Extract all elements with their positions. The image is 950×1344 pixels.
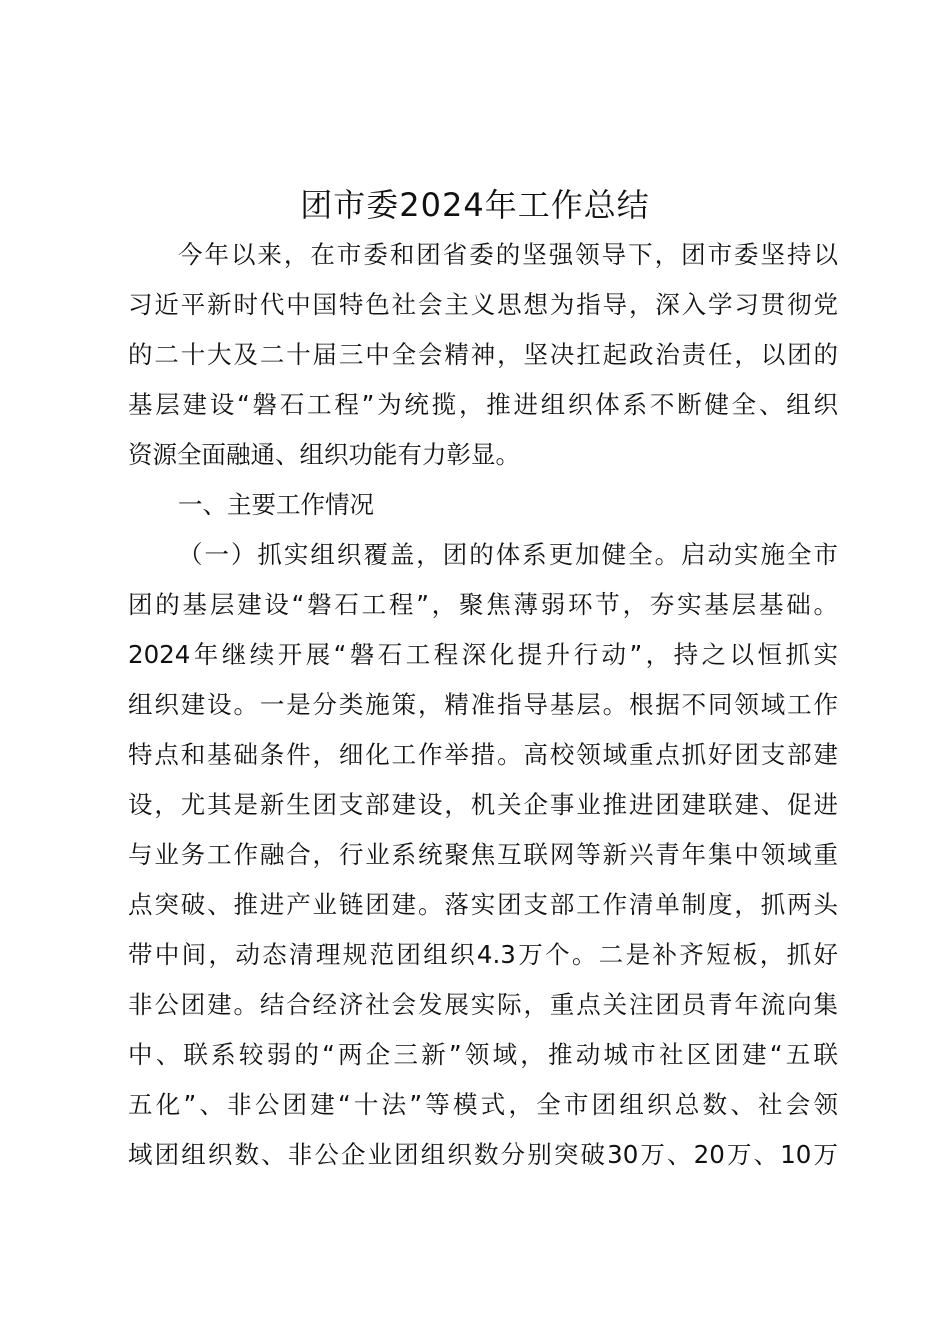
paragraph-line-14: 点突破、推进产业链团建。落实团支部工作清单制度，抓两头 [128,890,838,919]
paragraph-line-19: 域团组织数、非公企业团组织数分别突破30万、20万、10万 [128,1140,838,1169]
paragraph-line-16: 非公团建。结合经济社会发展实际，重点关注团员青年流向集 [128,990,838,1019]
paragraph-line-5: 资源全面融通、组织功能有力彰显。 [128,440,520,469]
paragraph-line-2: 习近平新时代中国特色社会主义思想为指导，深入学习贯彻党 [128,290,838,319]
paragraph-line-4: 基层建设“磐石工程”为统揽，推进组织体系不断健全、组织 [128,390,838,419]
paragraph-line-12: 设，尤其是新生团支部建设，机关企事业推进团建联建、促进 [128,790,838,819]
paragraph-line-17: 中、联系较弱的“两企三新”领域，推动城市社区团建“五联 [128,1040,838,1069]
document-body [128,230,838,1180]
paragraph-line-11: 特点和基础条件，细化工作举措。高校领域重点抓好团支部建 [128,740,838,769]
paragraph-line-13: 与业务工作融合，行业系统聚焦互联网等新兴青年集中领域重 [128,840,838,869]
section-heading: 一、主要工作情况 [178,490,374,519]
paragraph-line-15: 带中间，动态清理规范团组织4.3万个。二是补齐短板，抓好 [128,940,838,969]
paragraph-line-10: 组织建设。一是分类施策，精准指导基层。根据不同领域工作 [128,690,838,719]
paragraph-line-18: 五化”、非公团建“十法”等模式，全市团组织总数、社会领 [128,1090,838,1119]
paragraph-line-1: 今年以来，在市委和团省委的坚强领导下，团市委坚持以 [178,240,838,269]
paragraph-line-7: （一）抓实组织覆盖，团的体系更加健全。启动实施全市 [178,540,838,569]
paragraph-line-3: 的二十大及二十届三中全会精神，坚决扛起政治责任，以团的 [128,340,838,369]
paragraph-line-8: 团的基层建设“磐石工程”，聚焦薄弱环节，夯实基层基础。 [128,590,838,619]
document-title: 团市委2024年工作总结 [300,186,650,224]
paragraph-line-9: 2024年继续开展“磐石工程深化提升行动”，持之以恒抓实 [128,640,838,669]
